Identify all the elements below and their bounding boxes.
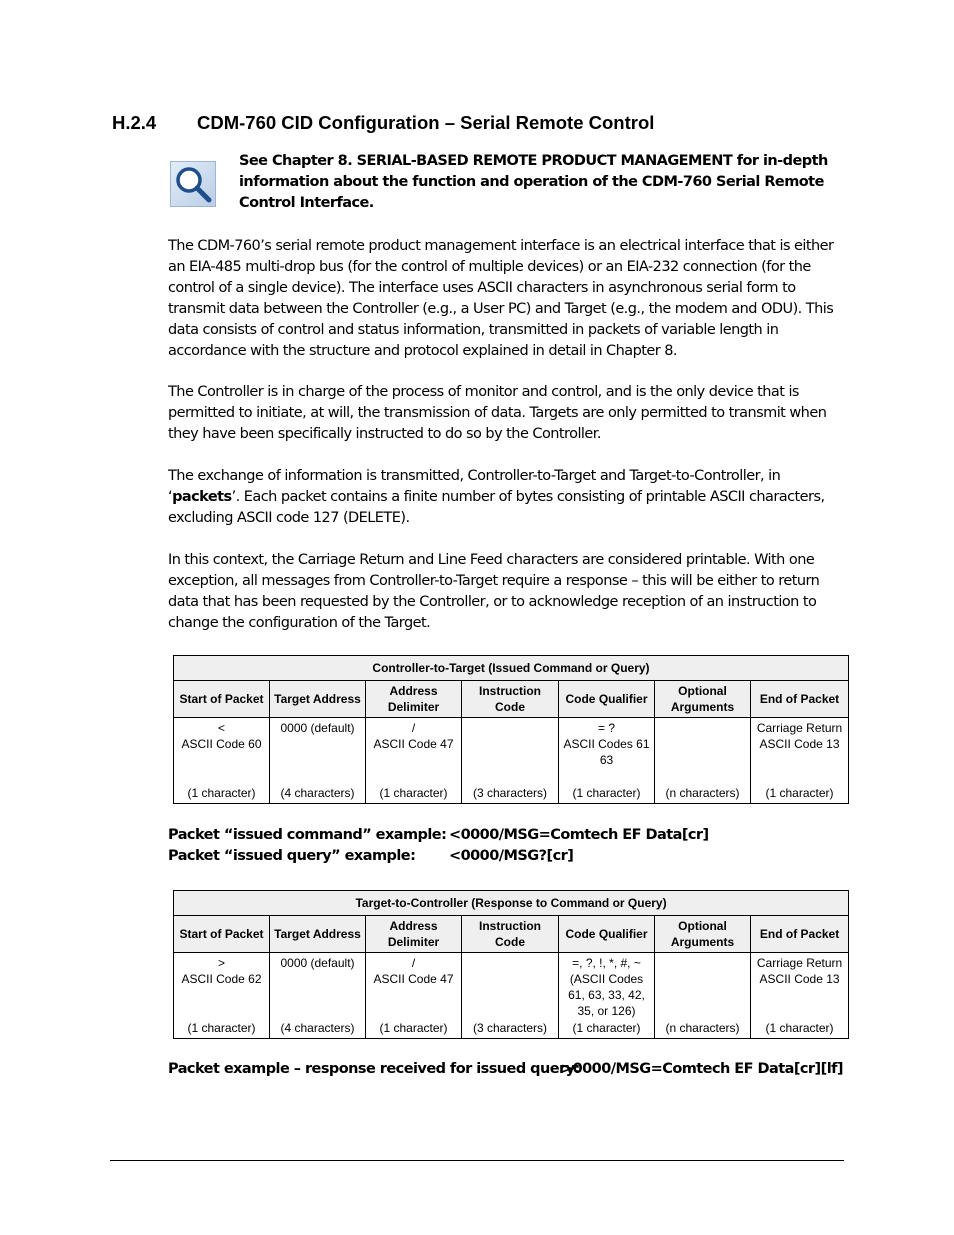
- magnifier-icon: [170, 161, 216, 207]
- section-heading: [112, 112, 654, 134]
- cell-size: (4 characters): [280, 786, 355, 800]
- column-header: Instruction Code: [462, 681, 559, 718]
- cell-value: [655, 953, 750, 955]
- table-cell: [270, 718, 366, 804]
- cell-value: = ? ASCII Codes 61 63: [563, 721, 650, 767]
- cell-value: [655, 718, 750, 720]
- cell-size: (1 character): [572, 786, 641, 800]
- column-header: Instruction Code: [462, 916, 559, 953]
- column-header: Start of Packet: [174, 916, 270, 953]
- query-example: [168, 848, 573, 864]
- cell-value: / ASCII Code 47: [373, 721, 454, 751]
- table-cell: [174, 953, 270, 1039]
- cell-value: / ASCII Code 47: [373, 956, 454, 986]
- cell-size: (1 character): [379, 1021, 448, 1035]
- column-header: Address Delimiter: [366, 916, 462, 953]
- column-header: Address Delimiter: [366, 681, 462, 718]
- controller-to-target-table: [173, 655, 849, 804]
- paragraph-packets: [168, 466, 844, 529]
- cell-value: 0000 (default): [280, 956, 355, 970]
- cell-size: (n characters): [665, 1021, 740, 1035]
- table-cell: [655, 718, 751, 804]
- paragraph-printable: In this context, the Carriage Return and Line Feed characters are considered printable. With one exception, all messages from Controller-to-Target require a response – this will be either to return data that has been requested by the Controller, or to acknowledge reception of an instruction to change the configuration of the Target.: [168, 552, 820, 631]
- table-cell: [462, 718, 559, 804]
- cell-size: (3 characters): [472, 1021, 548, 1035]
- table-cell: [751, 953, 849, 1039]
- cell-size: (4 characters): [280, 1021, 355, 1035]
- column-header: Code Qualifier: [559, 681, 655, 718]
- paragraph-packets-start: The exchange of information is transmitted, Controller-to-Target and Target-to-Controller, in ‘: [168, 468, 781, 505]
- cell-value: [462, 718, 558, 720]
- cell-value: Carriage Return ASCII Code 13: [756, 956, 843, 986]
- cell-size: (1 character): [765, 786, 834, 800]
- table-cell: [462, 953, 559, 1039]
- cell-size: (1 character): [379, 786, 448, 800]
- example-label: Packet example – response received for issued query:: [168, 1061, 580, 1077]
- table-title: Target-to-Controller (Response to Command or Query): [174, 891, 849, 916]
- column-header: Target Address: [270, 681, 366, 718]
- cell-value: [462, 953, 558, 955]
- example-value: <0000/MSG?[cr]: [449, 848, 574, 864]
- column-header: Optional Arguments: [655, 916, 751, 953]
- paragraph-controller: The Controller is in charge of the process of monitor and control, and is the only device that is permitted to initiate, at will, the transmission of data. Targets are only permitted to transmit when they have been specifically instructed to do so by the Controller.: [168, 384, 827, 442]
- section-title: CDM-760 CID Configuration – Serial Remote Control: [197, 112, 655, 133]
- paragraph-packets-end: ’. Each packet contains a finite number of bytes consisting of printable ASCII characters, excluding ASCII code 127 (DELETE).: [168, 489, 825, 526]
- response-example: [168, 1061, 843, 1077]
- cell-size: (1 character): [187, 786, 256, 800]
- reference-note: See Chapter 8. SERIAL-BASED REMOTE PRODUCT MANAGEMENT for in-depth information about the function and operation of the CDM-760 Serial Remote Control Interface.: [239, 153, 828, 211]
- example-value: <0000/MSG=Comtech EF Data[cr]: [449, 827, 709, 843]
- table-cell: [174, 718, 270, 804]
- cell-size: (1 character): [572, 1021, 641, 1035]
- example-label: Packet “issued query” example:: [168, 848, 416, 864]
- table-cell: [655, 953, 751, 1039]
- column-header: Start of Packet: [174, 681, 270, 718]
- column-header: Optional Arguments: [655, 681, 751, 718]
- table-cell: [559, 953, 655, 1039]
- column-header: End of Packet: [751, 681, 849, 718]
- cell-value: > ASCII Code 62: [181, 956, 262, 986]
- table-cell: [366, 718, 462, 804]
- cell-size: (1 character): [765, 1021, 834, 1035]
- cell-size: (n characters): [665, 786, 740, 800]
- cell-value: < ASCII Code 60: [181, 721, 262, 751]
- cell-value: =, ?, !, *, #, ~ (ASCII Codes 61, 63, 33, 42, 35, or 126): [568, 956, 645, 1018]
- footer-rule: [110, 1160, 844, 1161]
- example-label: Packet “issued command” example:: [168, 827, 447, 843]
- column-header: End of Packet: [751, 916, 849, 953]
- column-header: Code Qualifier: [559, 916, 655, 953]
- cell-size: (3 characters): [472, 786, 548, 800]
- table-cell: [270, 953, 366, 1039]
- table-cell: [559, 718, 655, 804]
- table-cell: [751, 718, 849, 804]
- column-header: Target Address: [270, 916, 366, 953]
- target-to-controller-table: [173, 890, 849, 1039]
- example-value: >0000/MSG=Comtech EF Data[cr][lf]: [561, 1061, 843, 1077]
- cell-size: (1 character): [187, 1021, 256, 1035]
- cell-value: 0000 (default): [280, 721, 355, 735]
- paragraph-interface: The CDM-760’s serial remote product management interface is an electrical interface that is either an EIA-485 multi-drop bus (for the control of multiple devices) or an EIA-232 connection (for the control of a single device). The interface uses ASCII characters in asynchronous serial form to transmit data between the Controller (e.g., a User PC) and Target (e.g., the modem and ODU). This data consists of control and status information, transmitted in packets of variable length in accordance with the structure and protocol explained in detail in Chapter 8.: [168, 238, 834, 359]
- section-number: H.2.4: [112, 112, 157, 133]
- cell-value: Carriage Return ASCII Code 13: [756, 721, 843, 751]
- table-cell: [366, 953, 462, 1039]
- table-title: Controller-to-Target (Issued Command or Query): [174, 656, 849, 681]
- packets-term: packets: [172, 489, 232, 505]
- command-example: [168, 827, 709, 843]
